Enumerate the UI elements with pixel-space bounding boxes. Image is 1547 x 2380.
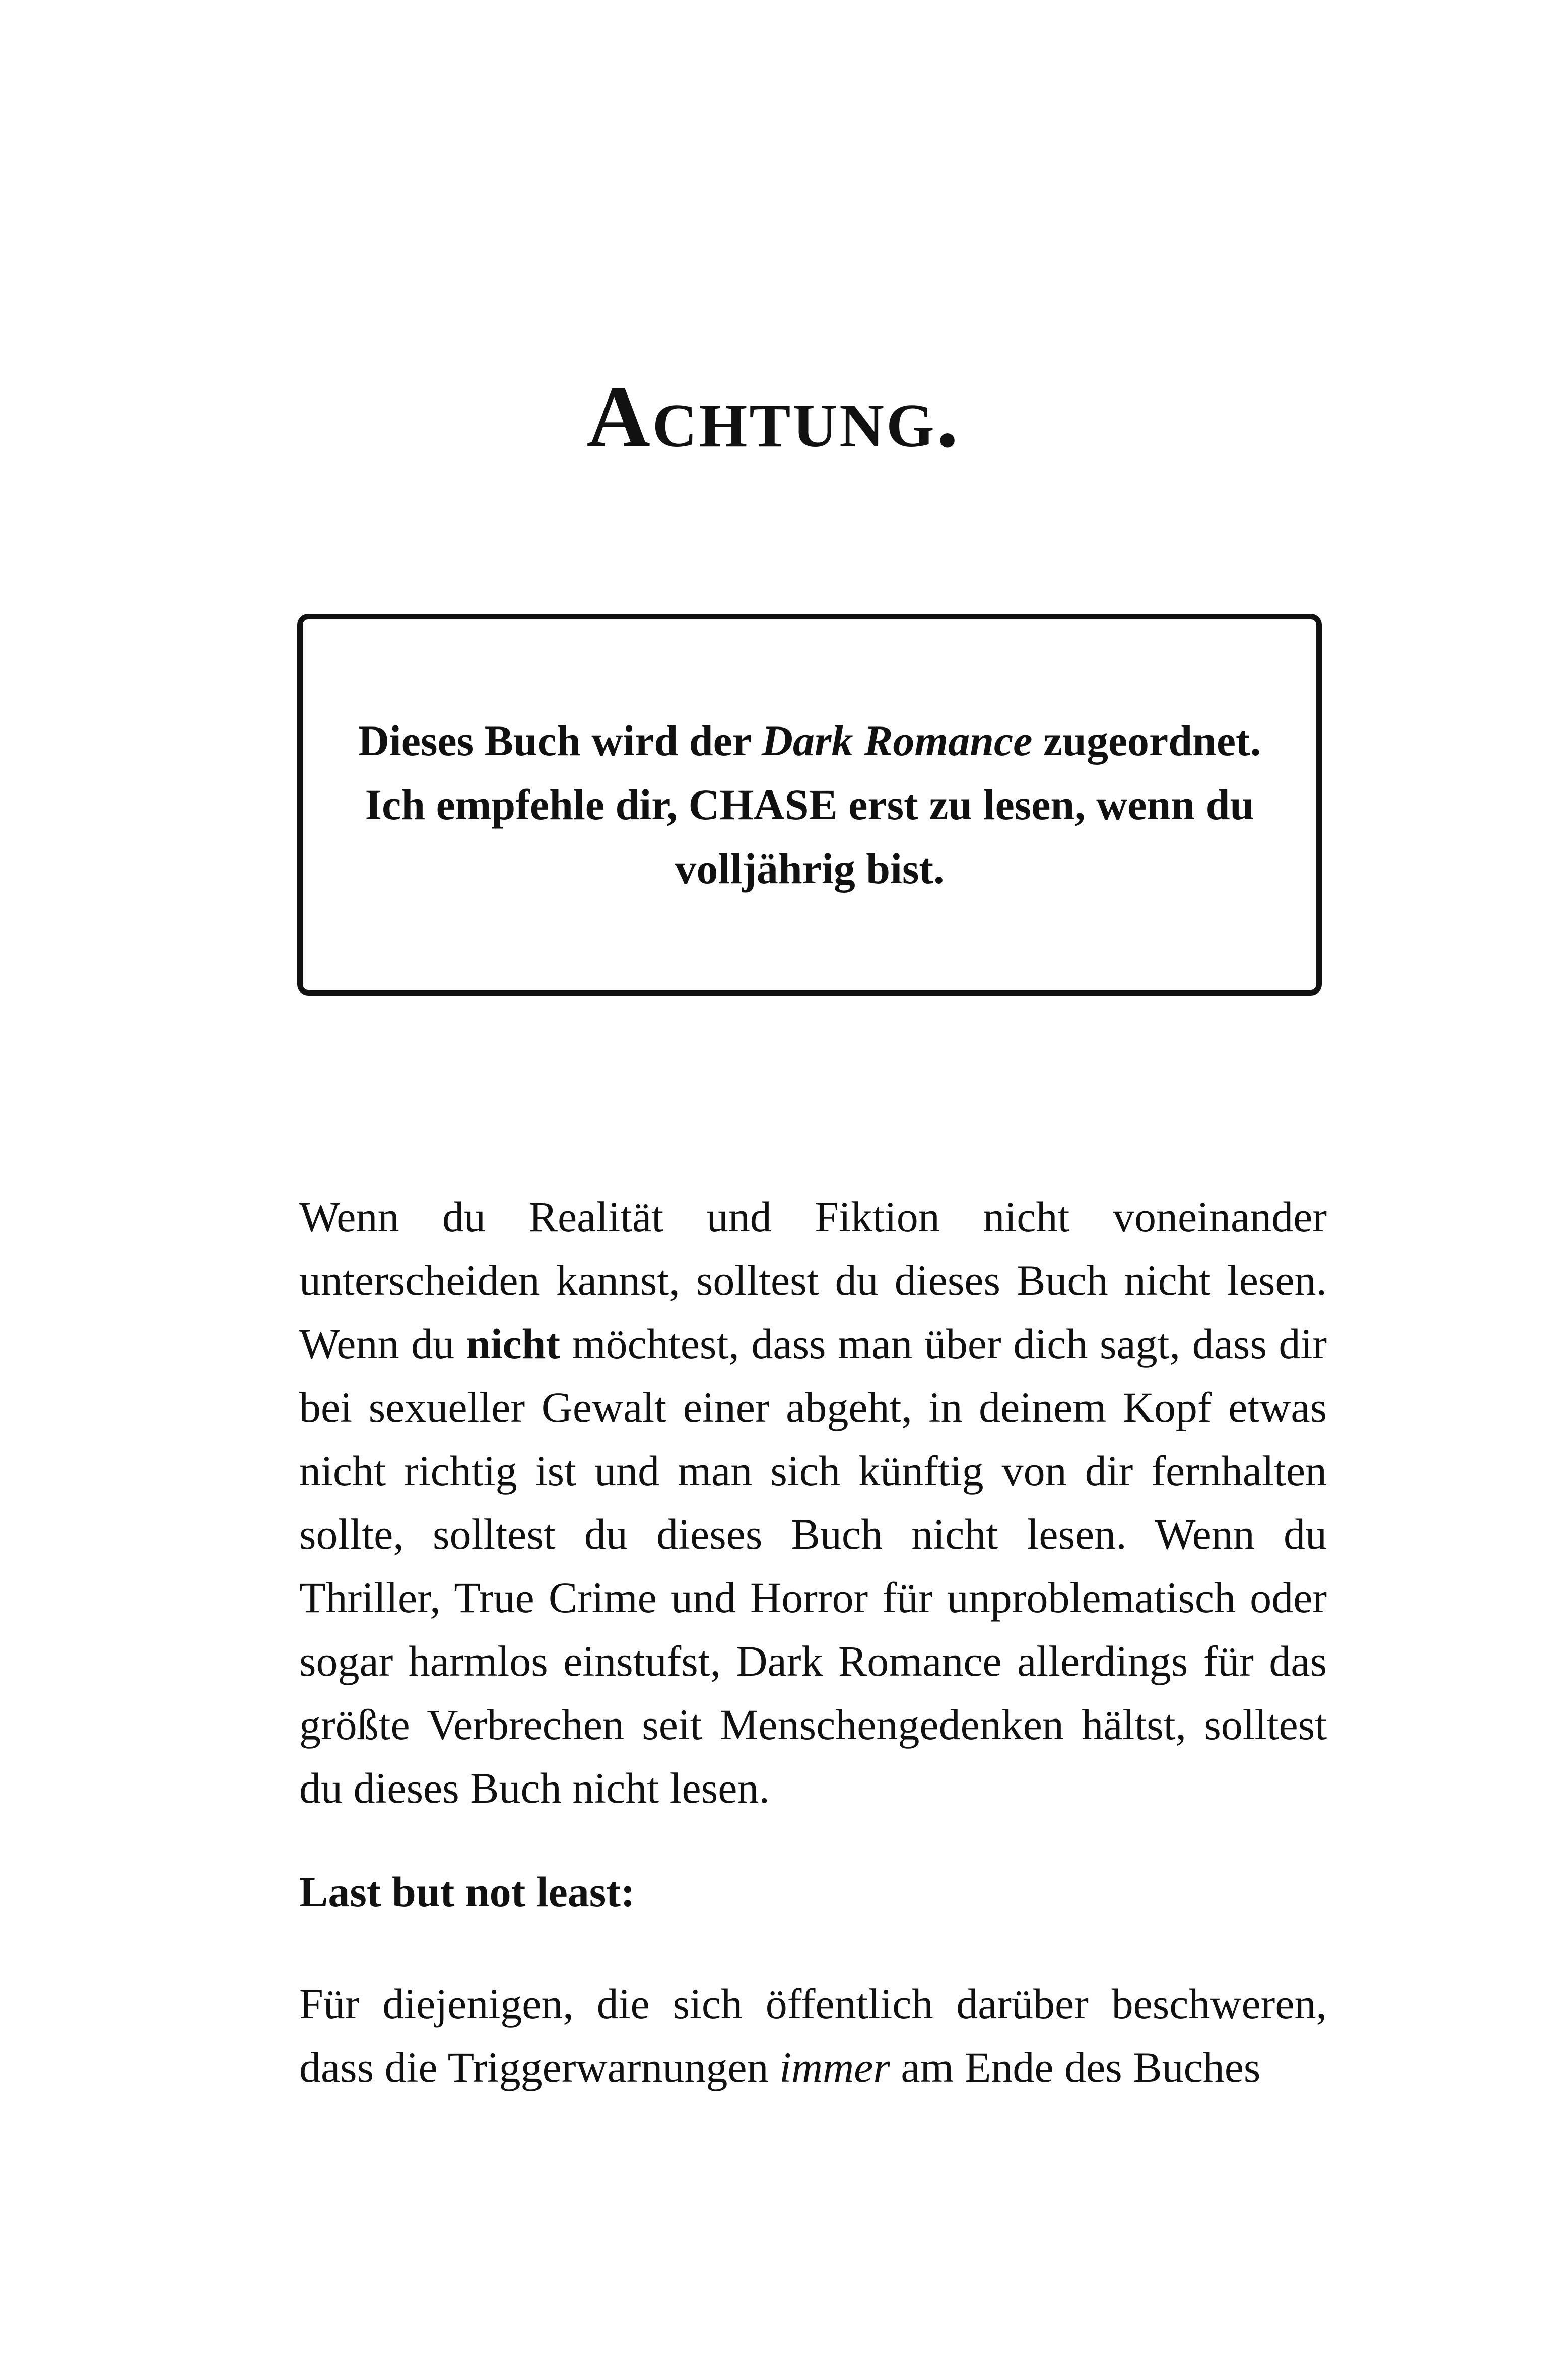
paragraph-text: Für diejenigen, die sich öffentlich darüber beschweren, dass die Triggerwarnungen	[299, 1979, 1327, 2091]
page-title: Achtung.	[586, 368, 961, 466]
bold-emphasis: nicht	[466, 1319, 561, 1368]
disclaimer-paragraph	[299, 1185, 1327, 1820]
closing-paragraph	[299, 1972, 1327, 2099]
warning-text-part: Dieses Buch wird der	[358, 716, 762, 765]
paragraph-text: möchtest, dass man über dich sagt, dass dir bei sexueller Gewalt einer abgeht, in deinem Kopf etwas nicht richtig ist und man sich künftig von dir fernhalten sollte, solltest du dieses Buch nicht lesen. Wenn du Thriller, True Crime und Horror für unproblematisch oder sogar harmlos einstufst, Dark Romance allerdings für das größte Verbrechen seit Menschengedenken hältst, solltest du dieses Buch nicht lesen.	[299, 1319, 1327, 1812]
italic-emphasis: immer	[779, 2043, 890, 2091]
paragraph-text: am Ende des Buches	[890, 2043, 1261, 2091]
warning-text-part: zugeordnet. Ich empfehle dir, CHASE erst zu lesen, wenn du volljährig bist.	[365, 716, 1261, 893]
genre-emphasis: Dark Romance	[761, 716, 1033, 765]
warning-box	[297, 614, 1322, 996]
section-heading: Last but not least:	[299, 1868, 635, 1916]
paragraph-text: Wenn du Realität und Fiktion nicht voneinander unterscheiden kannst, solltest du dieses Buch nicht lesen. Wenn du	[299, 1193, 1327, 1368]
warning-text	[346, 709, 1273, 901]
